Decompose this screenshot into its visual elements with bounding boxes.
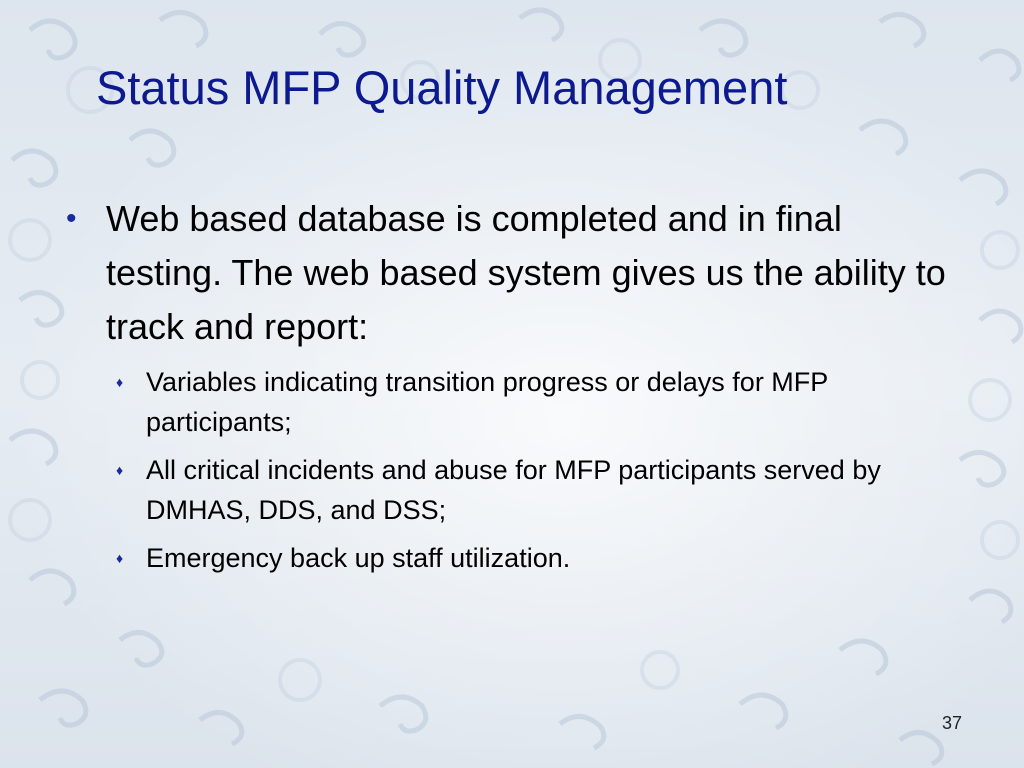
bullet-text: Web based database is completed and in final testing. The web based system gives us the ability to track and report:: [106, 198, 946, 347]
sub-bullet-text: Emergency back up staff utilization.: [146, 543, 571, 573]
slide-title: Status MFP Quality Management: [96, 61, 788, 114]
bullet-dot-icon: •: [66, 202, 77, 235]
slide-content: [62, 192, 962, 586]
sub-bullet-item: [116, 450, 962, 530]
diamond-bullet-icon: ♦: [116, 374, 124, 390]
sub-bullet-text: All critical incidents and abuse for MFP participants served by DMHAS, DDS, and DSS;: [146, 455, 881, 525]
sub-bullet-item: [116, 362, 962, 442]
sub-bullet-list: [62, 362, 962, 578]
diamond-bullet-icon: ♦: [116, 462, 124, 478]
sub-bullet-item: [116, 538, 962, 578]
bullet-item: [62, 192, 962, 354]
sub-bullet-text: Variables indicating transition progress or delays for MFP participants;: [146, 367, 828, 437]
diamond-bullet-icon: ♦: [116, 550, 124, 566]
page-number: 37: [941, 713, 962, 733]
